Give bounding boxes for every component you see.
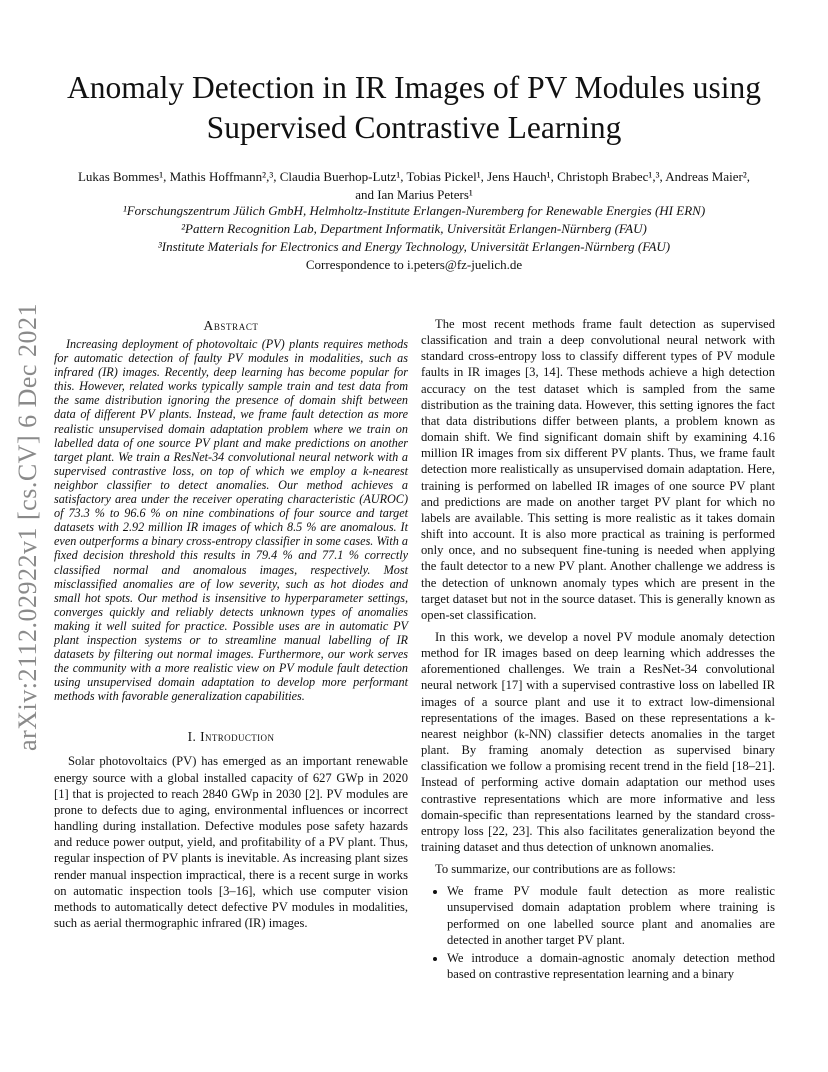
affiliation-2: ²Pattern Recognition Lab, Department Informatik, Universität Erlangen-Nürnberg (FAU) — [181, 221, 647, 236]
section-heading-introduction — [54, 729, 408, 745]
title-line-1: Anomaly Detection in IR Images of PV Modules using — [66, 70, 762, 105]
contribution-list — [421, 883, 775, 982]
right-paragraph-2: In this work, we develop a novel PV module anomaly detection method for IR images based on deep learning which addresses the aforementioned challenges. We train a ResNet-34 convolutional neural network [17] with a supervised contrastive loss on labelled IR images of a source plant and use it to extract low-dimensional representations of the images. Based on these representations a k-nearest neighbor (k-NN) classifier detects anomalies in the target plant. By framing anomaly detection as supervised binary classification we follow a promising recent trend in the field [18–21]. Instead of performing active domain adaptation our method uses contrastive representations which are more informative and less domain-specific than representations learned by the standard cross-entropy loss [22, 23]. This also facilitates generalization beyond the training dataset and thus detection of unknown anomalies. — [421, 629, 775, 854]
abstract-text: Increasing deployment of photovoltaic (PV) plants requires methods for automatic detection of faulty PV modules in modalities, such as infrared (IR) images. Recently, deep learning has become popular for this. However, related works typically sample train and test data from the same distribution ignoring the presence of domain shift between data of different PV plants. Instead, we frame fault detection as more realistic unsupervised domain adaptation problem where we train on labelled data of one source PV plant and make predictions on another target plant. We train a ResNet-34 convolutional neural network with a supervised contrastive loss, on top of which we employ a k-nearest neighbor classifier to detect anomalies. Our method achieves a satisfactory area under the receiver operating characteristic (AUROC) of 73.3 % to 96.6 % on nine combinations of four source and target datasets with 2.92 million IR images of which 8.5 % are anomalous. It even outperforms a binary cross-entropy classifier in some cases. With a fixed decision threshold this results in 79.4 % and 77.1 % correctly classified normal and anomalous images, respectively. Most misclassified anomalies are of low severity, such as hot diodes and small hot spots. Our method is insensitive to hyperparameter settings, converges quickly and reliably detects unknown types of anomalies making it well suited for practice. Possible uses are in automatic PV plant inspection systems or to streamline manual labelling of IR datasets by filtering out normal images. Furthermore, our work serves the community with a more realistic view on PV module fault detection using unsupervised domain adaptation to develop more performant methods with favorable generalization capabilities. — [54, 337, 408, 704]
affiliation-3: ³Institute Materials for Electronics and Energy Technology, Universität Erlangen-Nürnberg (FAU) — [157, 239, 671, 254]
author-list — [40, 168, 788, 204]
arxiv-stamp-text: arXiv:2112.02922v1 [cs.CV] 6 Dec 2021 — [13, 303, 42, 751]
right-paragraph-3: To summarize, our contributions are as follows: — [435, 862, 676, 877]
contribution-item: • We frame PV module fault detection as more realistic unsupervised domain adaptation problem where training is performed on one labelled source plant and anomalies are detected in another target PV plant. — [447, 883, 775, 948]
authors-line-1: Lukas Bommes¹, Mathis Hoffmann²,³, Claudia Buerhop-Lutz¹, Tobias Pickel¹, Jens Hauch¹, Christoph Brabec¹,³, Andreas Maier², — [77, 169, 750, 184]
abstract-heading — [54, 318, 408, 334]
correspondence: Correspondence to i.peters@fz-juelich.de — [305, 257, 523, 272]
right-column — [421, 316, 775, 984]
affiliation-1: ¹Forschungszentrum Jülich GmbH, Helmholtz-Institute Erlangen-Nuremberg for Renewable Energies (HI ERN) — [122, 203, 706, 218]
right-paragraph-1: The most recent methods frame fault detection as supervised classification and train a deep convolutional neural network with standard cross-entropy loss to classify different types of PV module faults in IR images [3, 14]. These methods achieve a high detection accuracy on the test dataset which is sampled from the same distribution as the training data. However, this setting ignores the fact that data distributions differ between plants, a problem known as domain shift. We find significant domain shift by examining 4.16 million IR images from six different PV plants. Thus, we frame fault detection more realistically as unsupervised domain adaptation. Here, training is performed on labelled IR images of one source PV plant and predictions are made on another target PV plant for which no labels are available. This setting is more realistic as it takes domain shift into account. It is also more practical as training is performed only once, and no subsequent fine-tuning is needed when applying the fault detector to a new PV plant. Another challenge we address is the detection of unknown anomaly types which are present in the target dataset but not in the source dataset. This is generally known as open-set classification. — [421, 317, 775, 622]
intro-paragraph-1: Solar photovoltaics (PV) has emerged as an important renewable energy source with a global installed capacity of 627 GWp in 2020 [1] that is projected to reach 2840 GWp in 2030 [2]. PV modules are prone to defects due to aging, environmental influences or incorrect handling during installation. Defective modules pose safety hazards and reduce power output, yield, and profitability of a PV plant. Thus, regular inspection of PV plants is inevitable. As increasing plant sizes render manual inspection impractical, there is a recent surge in works on automatic inspection tools [3–16], which use computer vision methods to automatically detect defective PV modules in modalities, such as aerial thermographic infrared (IR) images. — [54, 754, 408, 930]
title-line-2: Supervised Contrastive Learning — [206, 110, 622, 145]
affiliations — [40, 202, 788, 274]
authors-line-2: and Ian Marius Peters¹ — [355, 187, 473, 202]
arxiv-stamp — [10, 292, 46, 762]
contribution-item: • We introduce a domain-agnostic anomaly detection method based on contrastive representation learning and a binary — [447, 950, 775, 982]
intro-heading-text: I. Introduction — [187, 729, 275, 745]
left-column — [54, 318, 408, 937]
abstract-heading-text: Abstract — [203, 318, 259, 333]
paper-title — [60, 68, 768, 148]
